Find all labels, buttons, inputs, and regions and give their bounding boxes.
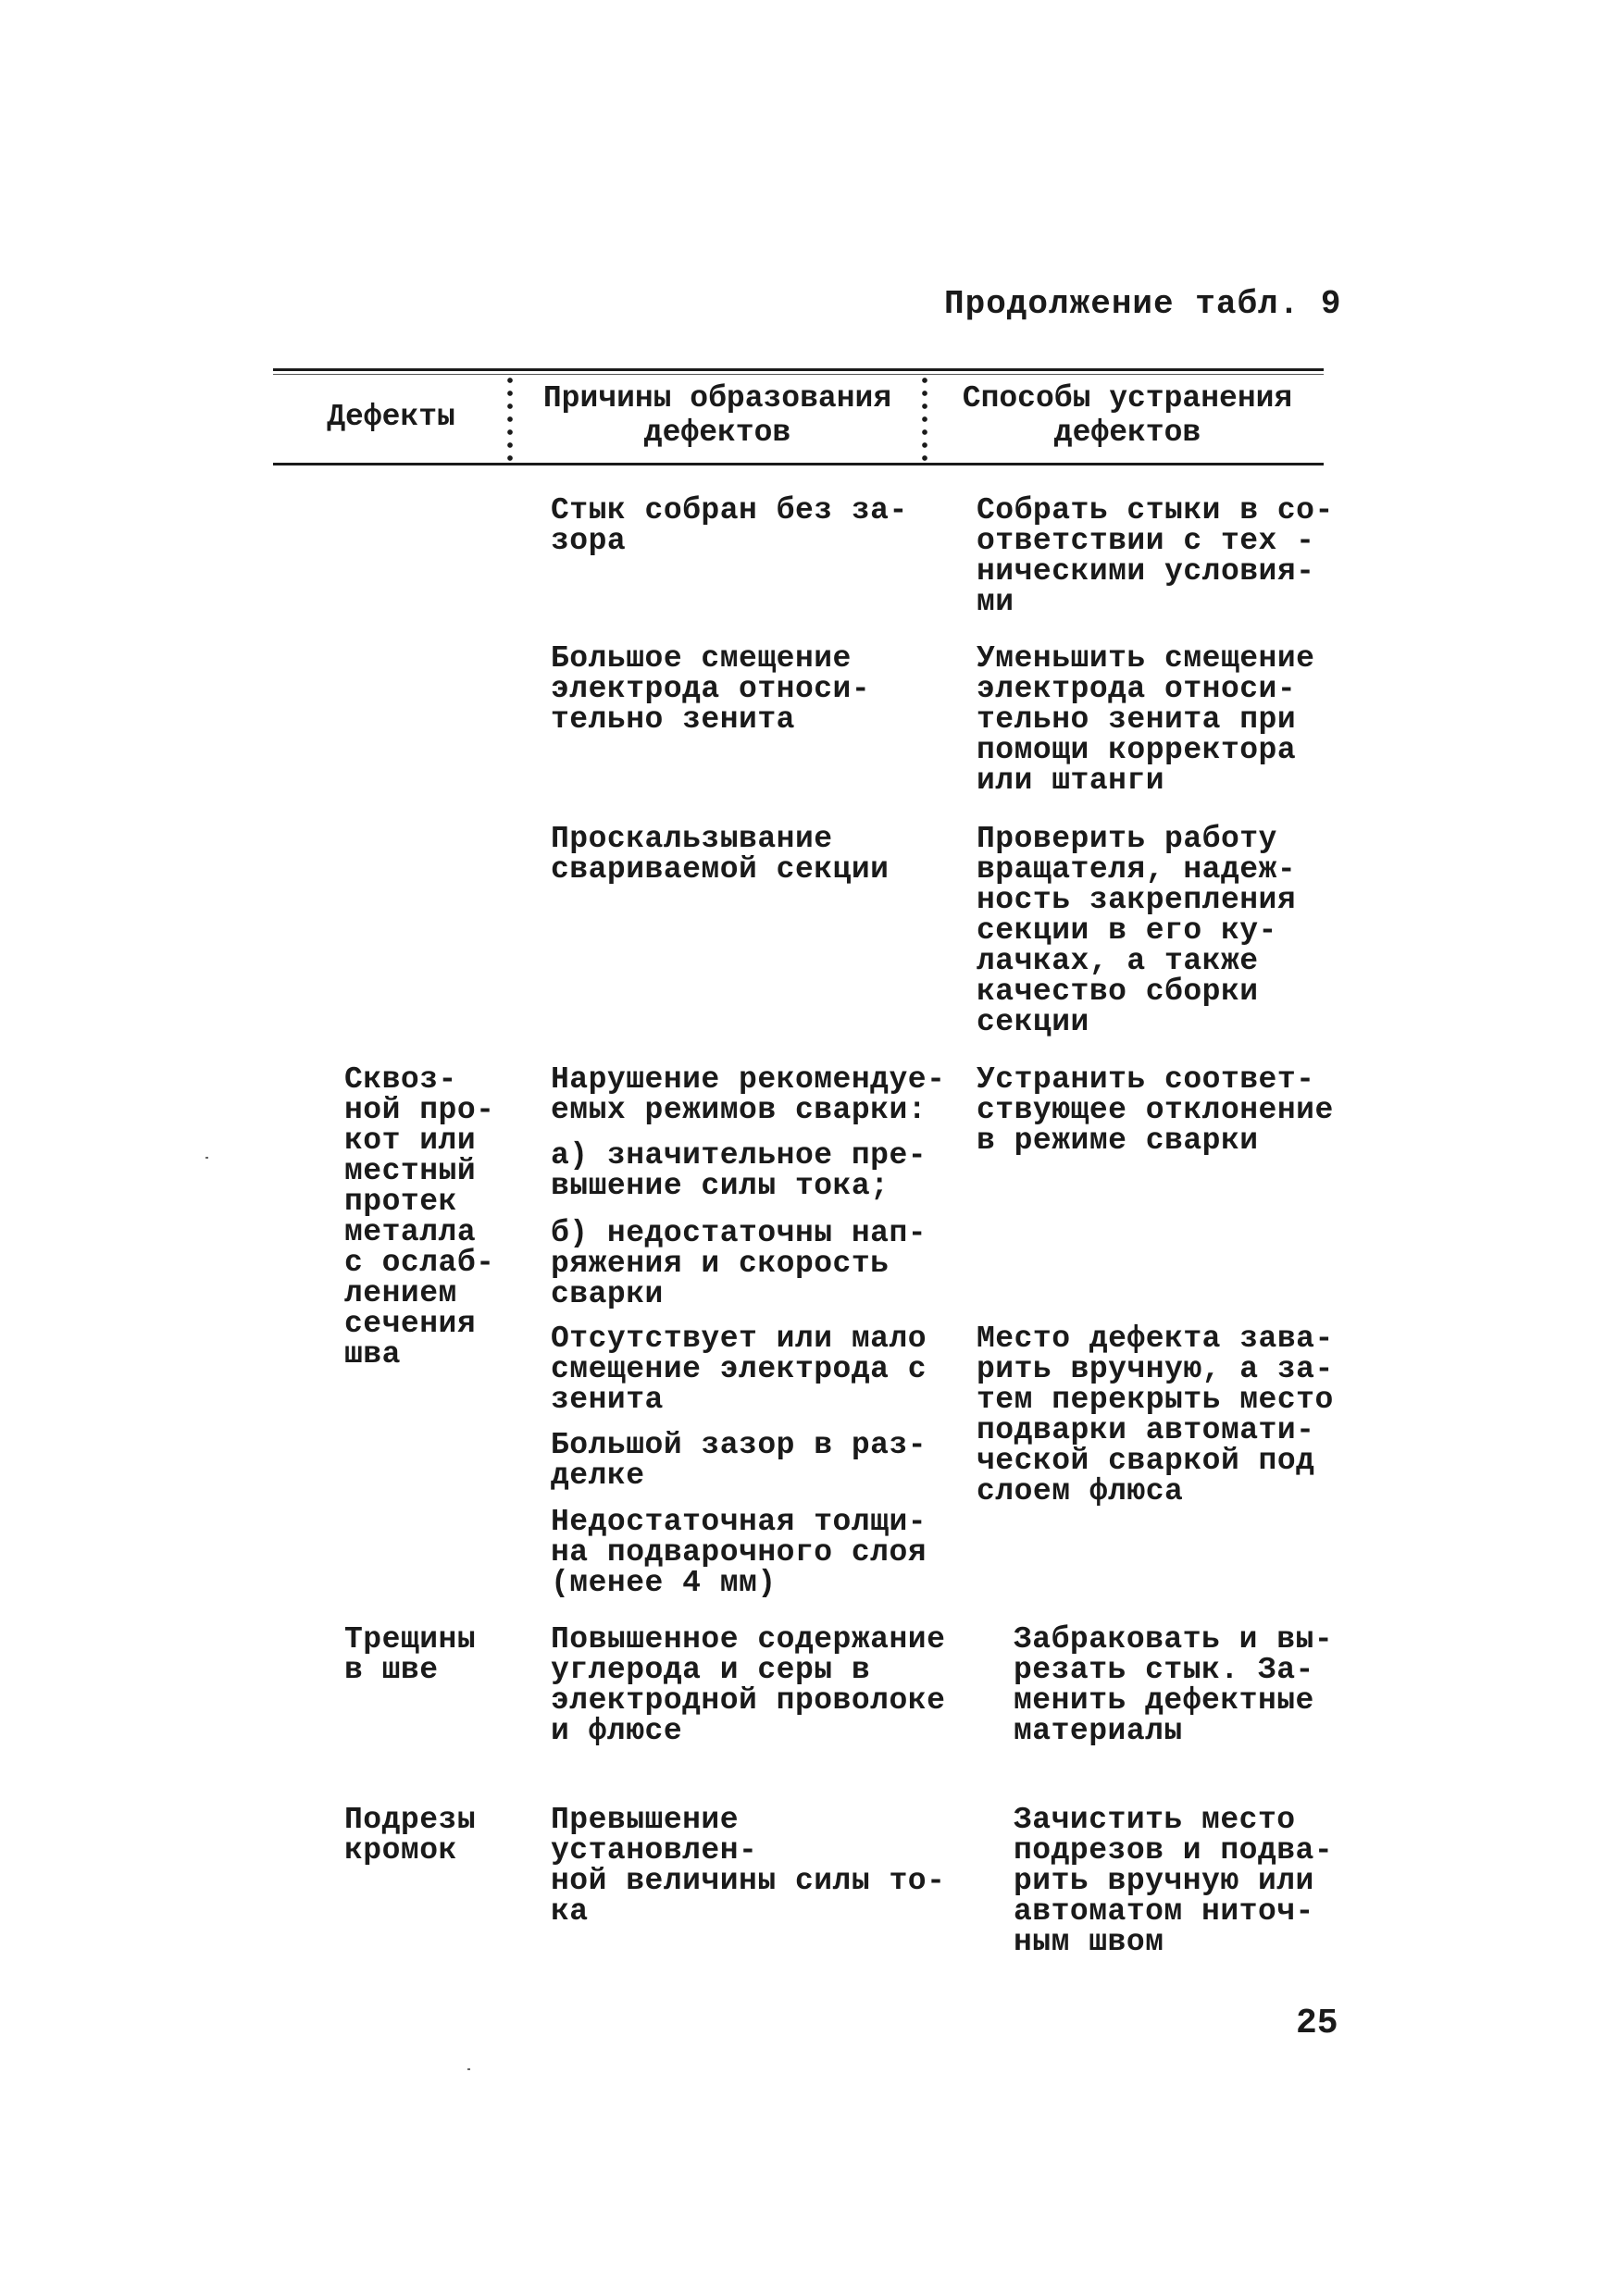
remedy-4: Устранить соответ- ствующее отклонение в режиме сварки — [977, 1062, 1334, 1158]
header-defects: Дефекты — [327, 400, 455, 434]
header-causes: Причины образования дефектов — [542, 381, 892, 450]
column-divider-1 — [507, 374, 513, 463]
remedy-1: Собрать стыки в со- ответствии с тех - ническими условия- ми — [977, 493, 1334, 619]
table-top-rule-thin — [273, 374, 1324, 375]
cause-2: Большое смещение электрода относи- тельно зенита — [551, 641, 871, 737]
page-number: 25 — [1296, 2004, 1338, 2043]
remedy-6: Забраковать и вы- резать стык. За- менить дефектные материалы — [1014, 1622, 1334, 1748]
cause-3: Проскальзывание свариваемой секции — [551, 822, 890, 887]
defect-undercuts: Подрезы кромок — [344, 1803, 477, 1868]
cause-1: Стык собран без за- зора — [551, 493, 908, 558]
cause-6: Большой зазор в раз- делке — [551, 1428, 927, 1493]
remedy-2: Уменьшить смещение электрода относи- тельно зенита при помощи корректора или штанги — [977, 641, 1315, 798]
cause-8: Повышенное содержание углерода и серы в электродной проволоке и флюсе — [551, 1622, 946, 1748]
remedy-7: Зачистить место подрезов и подва- рить вручную или автоматом ниточ- ным швом — [1014, 1803, 1334, 1959]
header-remedies: Способы устранения дефектов — [962, 381, 1293, 450]
table-top-rule — [273, 368, 1324, 371]
cause-4a: а) значительное пре- вышение силы тока; — [551, 1138, 927, 1203]
cause-5: Отсутствует или мало смещение электрода с зенита — [551, 1322, 927, 1417]
cause-4b: б) недостаточны нап- ряжения и скорость сварки — [551, 1216, 927, 1311]
cause-9: Превышение установлен- ной величины силы то- ка — [551, 1803, 946, 1929]
cause-7: Недостаточная толщи- на подварочного слоя (менее 4 мм) — [551, 1505, 927, 1600]
column-divider-2 — [922, 374, 927, 463]
defect-cracks: Трещины в шве — [344, 1622, 477, 1687]
remedy-5: Место дефекта зава- рить вручную, а за- тем перекрыть место подварки автомати- ческой сваркой под слоем флюса — [977, 1322, 1334, 1508]
scan-speck — [467, 2068, 470, 2070]
cause-4: Нарушение рекомендуе- емых режимов сварки: — [551, 1062, 946, 1127]
scan-speck — [205, 1157, 208, 1159]
table-caption: Продолжение табл. 9 — [944, 285, 1342, 323]
defect-burn-through: Сквоз- ной про- кот или местный протек металла с ослаб- лением сечения шва — [344, 1062, 495, 1371]
table-header-rule — [273, 463, 1324, 465]
remedy-3: Проверить работу вращателя, надеж- ность закрепления секции в его ку- лачках, а также качество сборки секции — [977, 822, 1297, 1039]
